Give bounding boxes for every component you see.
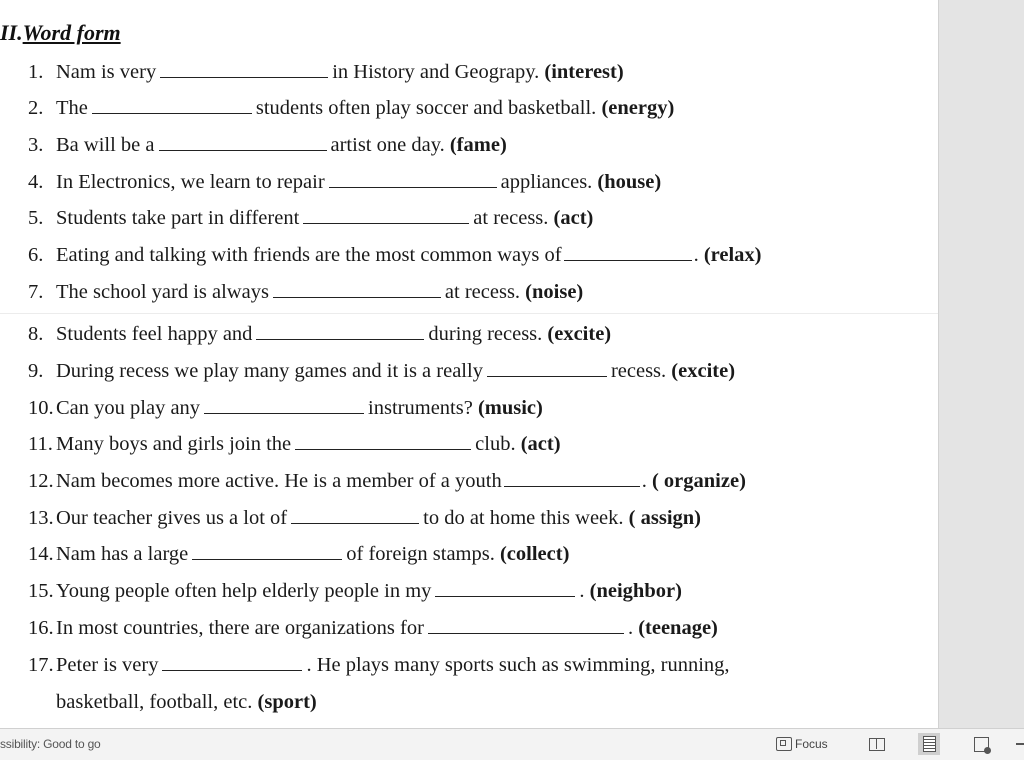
answer-blank[interactable]	[92, 97, 252, 114]
hint-word: (energy)	[601, 97, 675, 119]
hint-word: (collect)	[499, 543, 570, 565]
section-heading	[0, 20, 121, 46]
answer-blank[interactable]	[303, 207, 469, 224]
answer-blank[interactable]	[160, 61, 328, 78]
hint-word: (house)	[597, 171, 662, 193]
answer-blank[interactable]	[329, 171, 497, 188]
answer-blank[interactable]	[291, 507, 419, 524]
answer-blank[interactable]	[428, 617, 624, 634]
answer-blank[interactable]	[273, 281, 441, 298]
hint-word: (neighbor)	[589, 580, 682, 602]
exercise-item-13: 13. Our teacher gives us a lot of to do at home this week. ( assign)	[28, 507, 701, 529]
hint-word: ( assign)	[628, 507, 701, 529]
answer-blank[interactable]	[192, 543, 342, 560]
status-bar	[0, 728, 1024, 760]
exercise-item-12: 12. Nam becomes more active. He is a member of a youth . ( organize)	[28, 470, 746, 492]
print-layout-icon	[923, 736, 936, 752]
focus-icon	[776, 737, 792, 751]
exercise-item-11: 11. Many boys and girls join the club. (act)	[28, 433, 561, 455]
exercise-item-4: 4. In Electronics, we learn to repair appliances. (house)	[28, 171, 662, 193]
exercise-item-10: 10. Can you play any instruments? (music)	[28, 397, 543, 419]
answer-blank[interactable]	[159, 134, 327, 151]
exercise-item-9: 9. During recess we play many games and it is a really recess. (excite)	[28, 360, 736, 382]
answer-blank[interactable]	[504, 470, 640, 487]
answer-blank[interactable]	[256, 323, 424, 340]
focus-button[interactable]	[776, 734, 828, 754]
web-layout-icon	[974, 737, 989, 752]
exercise-item-1: 1. Nam is very in History and Geograpy. (interest)	[28, 61, 624, 83]
exercise-item-16: 16. In most countries, there are organizations for . (teenage)	[28, 617, 718, 639]
heading-title: Word form	[22, 20, 121, 45]
heading-number: II.	[0, 20, 23, 45]
exercise-item-14: 14. Nam has a large of foreign stamps. (collect)	[28, 543, 570, 565]
answer-blank[interactable]	[204, 397, 364, 414]
hint-word: (fame)	[449, 134, 507, 156]
hint-word: (interest)	[544, 61, 624, 83]
accessibility-status[interactable]: ssibility: Good to go	[0, 737, 101, 751]
exercise-item-3: 3. Ba will be a artist one day. (fame)	[28, 134, 507, 156]
zoom-out-icon[interactable]	[1016, 743, 1024, 745]
answer-blank[interactable]	[435, 580, 575, 597]
hint-word: (relax)	[703, 244, 762, 266]
answer-blank[interactable]	[162, 654, 302, 671]
hint-word: (music)	[477, 397, 543, 419]
hint-word: (noise)	[525, 281, 584, 303]
hint-word: (act)	[553, 207, 594, 229]
exercise-item-2: 2. The students often play soccer and basketball. (energy)	[28, 97, 675, 119]
focus-label: Focus	[795, 737, 828, 751]
exercise-item-7: 7. The school yard is always at recess. (noise)	[28, 281, 584, 303]
answer-blank[interactable]	[564, 244, 692, 261]
hint-word: (act)	[520, 433, 561, 455]
hint-word: ( organize)	[651, 470, 746, 492]
read-mode-icon	[869, 738, 885, 751]
exercise-item-15: 15. Young people often help elderly people in my . (neighbor)	[28, 580, 682, 602]
hint-word: (sport)	[257, 691, 317, 713]
exercise-item-6: 6. Eating and talking with friends are the most common ways of . (relax)	[28, 244, 762, 266]
exercise-item-8: 8. Students feel happy and during recess. (excite)	[28, 323, 612, 345]
exercise-item-5: 5. Students take part in different at recess. (act)	[28, 207, 594, 229]
web-layout-button[interactable]	[970, 733, 992, 755]
print-layout-button[interactable]	[918, 733, 940, 755]
answer-blank[interactable]	[295, 433, 471, 450]
hint-word: (excite)	[547, 323, 612, 345]
exercise-item-17-continued: basketball, football, etc. (sport)	[56, 691, 317, 713]
read-mode-button[interactable]	[866, 733, 888, 755]
answer-blank[interactable]	[487, 360, 607, 377]
exercise-item-17: 17. Peter is very . He plays many sports such as swimming, running,	[28, 654, 730, 676]
document-margin-area	[938, 0, 1024, 728]
page-break-line	[0, 313, 938, 314]
hint-word: (teenage)	[638, 617, 718, 639]
hint-word: (excite)	[671, 360, 736, 382]
